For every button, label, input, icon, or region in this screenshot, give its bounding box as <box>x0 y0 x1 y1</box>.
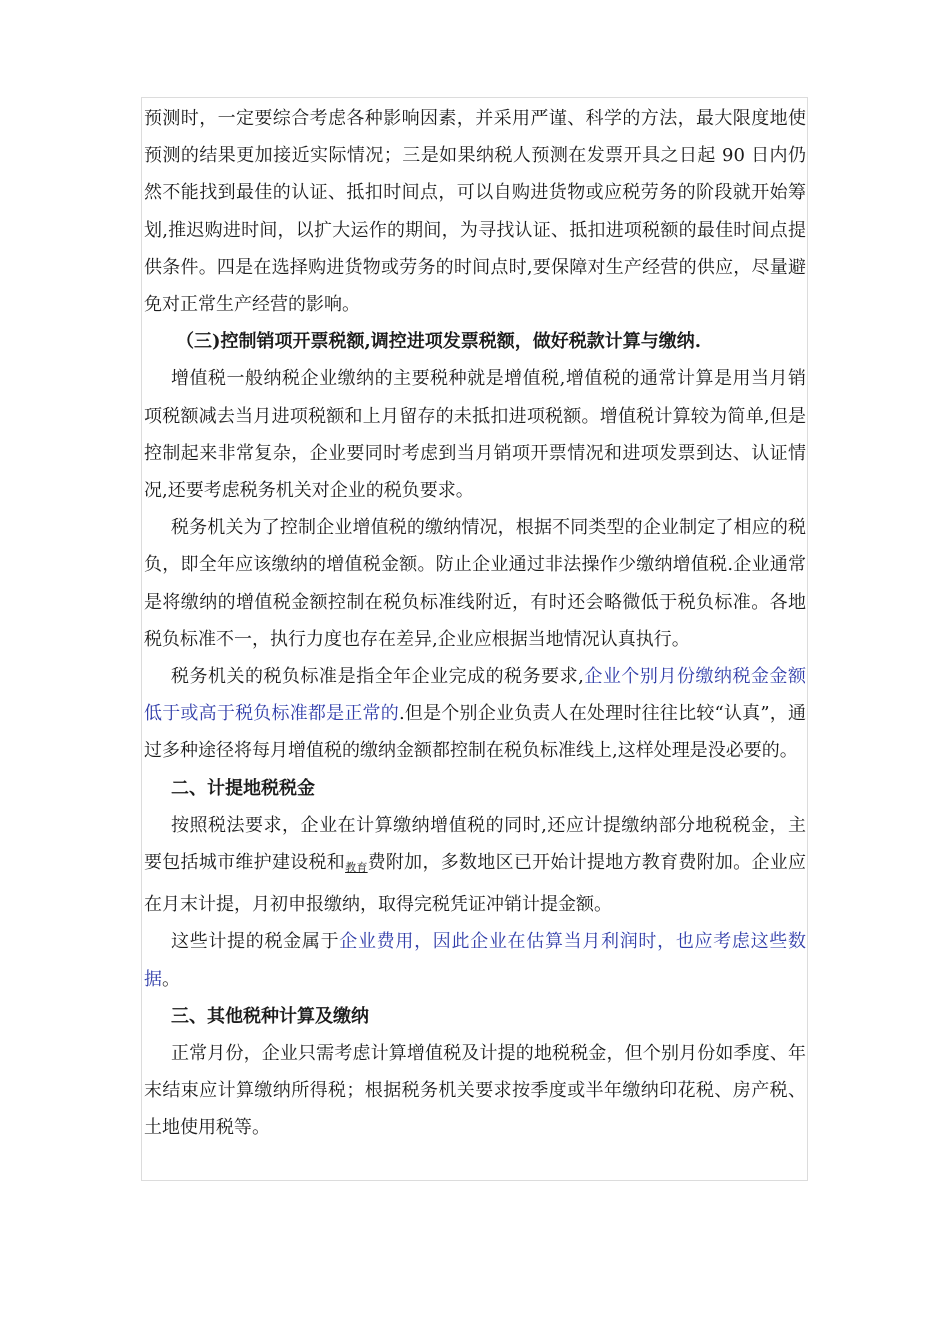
paragraph-tax-standard <box>144 658 806 770</box>
hyperlink-expenses[interactable]: 企业费用，因此企业在估算当月利润时，也应考虑这些数据 <box>144 931 807 990</box>
paragraph-vat-calculation: 增值税一般纳税企业缴纳的主要税种就是增值税,增值税的通常计算是用当月销项税额减去当月进项税额和上月留存的未抵扣进项税额。增值税计算较为简单,但是控制起来非常复杂，企业要同时考虑到当月销项开票情况和进项发票到达、认证情况,还要考虑税务机关对企业的税负要求。 <box>144 368 806 502</box>
text-span: 费附加，多数地区已开始计提地方教育费附加。企业应在月末计提，月初申报缴纳，取得完税凭证冲销计提金额。 <box>144 852 807 916</box>
text-span: 按照税法要求，企业在计算缴纳增值税的同时,还应计提缴纳部分地税税金，主要包括城市维护建设税和 <box>144 814 806 874</box>
paragraph-expenses <box>144 923 806 997</box>
heading-local-tax: 二、计提地税税金 <box>171 777 315 799</box>
text-span: 。 <box>162 968 180 990</box>
paragraph-tax-burden: 税务机关为了控制企业增值税的缴纳情况，根据不同类型的企业制定了相应的税负，即全年应该缴纳的增值税金额。防止企业通过非法操作少缴纳增值税.企业通常是将缴纳的增值税金额控制在税负标准线附近，有时还会略微低于税负标准。各地税负标准不一，执行力度也存在差异,企业应根据当地情况认真执行。 <box>144 517 806 650</box>
hyperlink-education[interactable]: 教育 <box>345 861 368 875</box>
heading-other-taxes: 三、其他税种计算及缴纳 <box>171 1005 369 1027</box>
paragraph-other-taxes: 正常月份，企业只需考虑计算增值税及计提的地税税金，但个别月份如季度、年末结束应计算缴纳所得税；根据税务机关要求按季度或半年缴纳印花税、房产税、土地使用税等。 <box>144 1043 806 1139</box>
text-span: 这些计提的税金属于 <box>171 931 340 953</box>
paragraph-prediction: 预测时，一定要综合考虑各种影响因素，并采用严谨、科学的方法，最大限度地使预测的结果更加接近实际情况；三是如果纳税人预测在发票开具之日起 90 日内仍然不能找到最佳的认证、抵扣时间点，可以自购进货物或应税劳务的阶段就开始筹划,推迟购进时间，以扩大运作的期间，为寻找认证、抵扣进项税额的最佳时间点提供条件。四是在选择购进货物或劳务的时间点时,要保障对生产经营的供应，尽量避免对正常生产经营的影响。 <box>144 108 806 316</box>
hyperlink-tax-months[interactable]: 企业个别月份缴纳税金金额低于或高于税负标准都是正常的 <box>144 666 806 725</box>
document-body <box>144 100 806 1147</box>
paragraph-local-tax <box>144 807 806 924</box>
heading-section-3: （三)控制销项开票税额,调控进项发票税额，做好税款计算与缴纳. <box>176 331 702 353</box>
text-span: .但是个别企业负责人在处理时往往比较“认真”，通过多种途径将每月增值税的缴纳金额都控制在税负标准线上,这样处理是没必要的。 <box>144 703 807 762</box>
text-span: 税务机关的税负标准是指全年企业完成的税务要求, <box>171 666 584 688</box>
